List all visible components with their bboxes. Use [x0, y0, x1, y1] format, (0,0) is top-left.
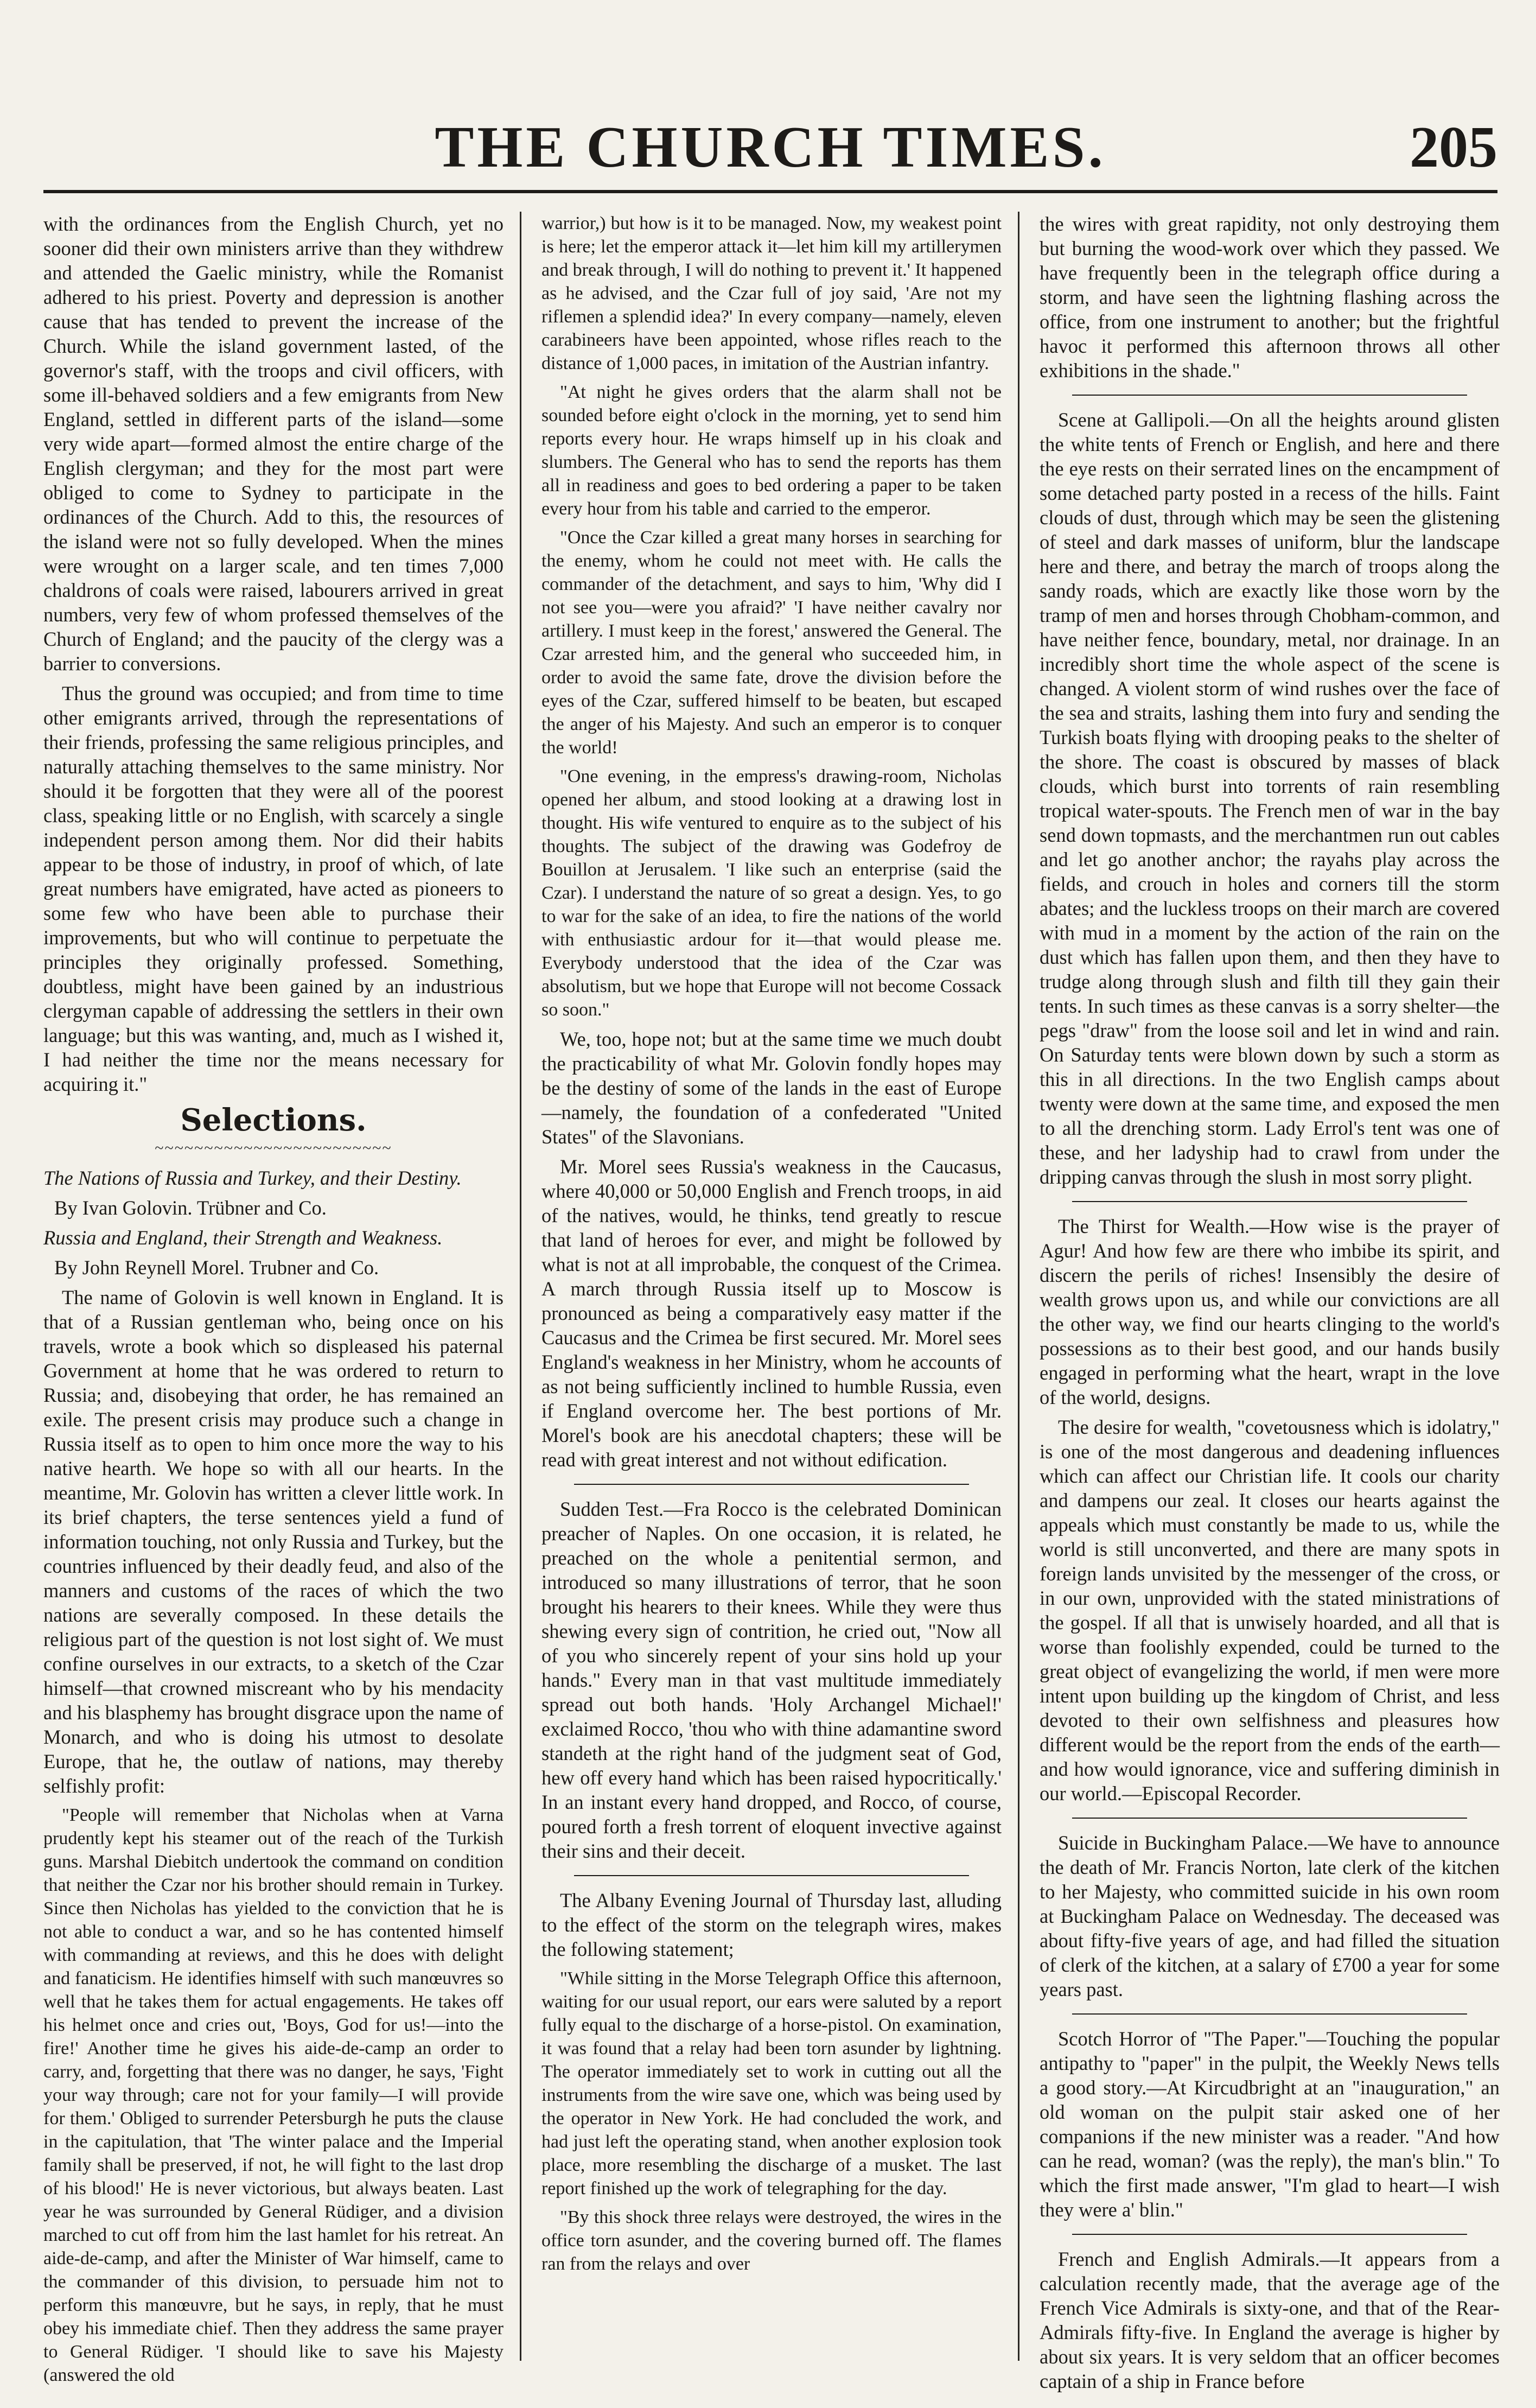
paragraph: We, too, hope not; but at the same time we much doubt the practicability of what Mr. Golovin fondly hopes may be the destiny of some of the lands in the east of Europe—namely, the foundation of a confederated "United States" of the Slavonians.: [541, 1028, 1002, 1148]
column-divider: [520, 212, 521, 2361]
article-scene-at-gallipoli: Scene at Gallipoli.—On all the heights around glisten the white tents of French or English, and here and there the eye rests on their serrated lines on the encampment of some detached party posted in a recess of the hills. Faint clouds of dust, through which may be seen the glistening of steel and dark masses of uniform, blur the landscape here and there, and betray the march of troops along the sandy roads, which are exactly like those worn by the tramp of men and horses through Chobham-common, and have neither fence, boundary, metal, nor drainage. In an incredibly short time the whole aspect of the scene is changed. A violent storm of wind rushes over the face of the sea and straits, lashing them into fury and sending the Turkish boats flying with drooping peaks to the shelter of the shore. The coast is obscured by masses of black clouds, which burst into torrents of rain resembling tropical water-spouts. The French men of war in the bay send down topmasts, and the merchantmen run out cables and let go another anchor; the rayahs play across the fields, and crouch in holes and corners till the storm abates; and the luckless troops on their march are covered with mud in a moment by the action of the rain on the dust which has fallen upon them, and then they have to trudge along through slush and filth till they gain their tents. In such times as these canvas is a sorry shelter—the pegs "draw" from the loose soil and let in wind and rain. On Saturday tents were blown down by such a storm as this in all directions. In the two English camps about twenty were down at the same time, and exposed the men to all the drenching storm. Lady Errol's tent was one of these, and her ladyship had to crawl from under the dripping canvas through the slush in most sorry plight.: [1040, 409, 1500, 1188]
quoted-paragraph: "One evening, in the empress's drawing-room, Nicholas opened her album, and stood looking at a drawing lost in thought. His wife ventured to enquire as to the subject of his thoughts. The subject of the drawing was Godefroy de Bouillon at Jerusalem. 'I like such an enterprise (said the Czar). I understand the nature of so great a design. Yes, to go to war for the sake of an idea, to fire the nations of the world with enthusiastic ardour for it—that would please me. Everybody understood that the idea of the Czar was absolutism, but we hope that Europe will not become Cossack so soon.": [541, 766, 1002, 1020]
quoted-paragraph: "By this shock three relays were destroyed, the wires in the office torn asunder, and the covering burned off. The flames ran from the relays and over: [541, 2207, 1002, 2274]
column-divider: [1018, 212, 1019, 2361]
paragraph: Thus the ground was occupied; and from time to time other emigrants arrived, through the representations of their friends, professing the same religious principles, and naturally attaching themselves to the same ministry. Nor should it be forgotten that they were all of the poorest class, speaking little or no English, with scarcely a single independent person among them. Nor did their habits appear to be those of industry, in proof of which, of late great numbers have emigrated, have acted as pioneers to some few who have been able to purchase their improvements, but who will continue to perpetuate the principles they originally professed. Something, doubtless, might have been gained by an industrious clergyman capable of addressing the settlers in their own language; but this was wanting, and, much as I wished it, I had neither the time nor the means necessary for acquiring it.": [43, 682, 503, 1095]
section-heading: Selections.: [180, 1102, 367, 1138]
book-title: Russia and England, their Strength and Weakness.: [43, 1227, 443, 1249]
article-separator: [1072, 2013, 1467, 2015]
article-admirals: French and English Admirals.—It appears from a calculation recently made, that the average age of the French Vice Admirals is sixty-one, and that of the Rear-Admirals fifty-five. In England the average is higher by about six years. It is very seldom that an officer becomes captain of a ship in France before: [1040, 2248, 1500, 2392]
paragraph: The Albany Evening Journal of Thursday last, alluding to the effect of the storm on the telegraph wires, makes the following statement;: [541, 1889, 1002, 1960]
article-thirst-for-wealth: The Thirst for Wealth.—How wise is the prayer of Agur! And how few are there who imbibe its spirit, and discern the perils of riches! Insensibly the desire of wealth grows upon us, and while our convictions are all the other way, we find our hearts clinging to the world's possessions as to their best good, and our hands busily engaged in performing what the heart, wrapt in the love of the world, designs.: [1040, 1215, 1500, 1408]
column-2: [541, 212, 1002, 2372]
book-author: By Ivan Golovin. Trübner and Co.: [54, 1197, 327, 1219]
quoted-paragraph: "At night he gives orders that the alarm shall not be sounded before eight o'clock in the morning, yet to send him reports every hour. He wraps himself up in his cloak and slumbers. The General who has to send the reports has them all in readiness and goes to bed ordering a paper to be taken every hour from his table and carried to the emperor.: [541, 382, 1002, 519]
article-separator: [574, 1875, 969, 1876]
column-1: [43, 212, 503, 2385]
paragraph: The desire for wealth, "covetousness which is idolatry," is one of the most dangerous and deadening influences which can affect our Christian life. It cools our charity and dampens our zeal. It closes our hearts against the appeals which must constantly be made to us, while the world is still unconverted, and there are many spots in foreign lands unvisited by the messenger of the cross, or in our own, unprovided with the stated ministrations of the gospel. If all that is unwisely hoarded, and all that is worse than foolishly expended, could be turned to the great object of evangelizing the world, if men were more intent upon building up the kingdom of Christ, and less devoted to their own selfishness and pleasures how different would be the report from the ends of the earth—and how would ignorance, vice and suffering diminish in our world.—Episcopal Recorder.: [1040, 1416, 1500, 1805]
article-separator: [1072, 1818, 1467, 1819]
article-suicide-buckingham-palace: Suicide in Buckingham Palace.—We have to announce the death of Mr. Francis Norton, late clerk of the kitchen to her Majesty, who committed suicide in his own room at Buckingham Palace on Wednesday. The deceased was about fifty-five years of age, and had filled the situation of clerk of the kitchen, at a salary of £700 a year for some years past.: [1040, 1832, 1500, 2000]
article-separator: [574, 1484, 969, 1485]
paragraph: The name of Golovin is well known in England. It is that of a Russian gentleman who, being once on his travels, wrote a book which so displeased his paternal Government at home that he was ordered to return to Russia; and, disobeying that order, he has remained an exile. The present crisis may produce such a change in Russia itself as to open to him once more the way to his native hearth. We hope so with all our hearts. In the meantime, Mr. Golovin has written a clever little work. In its brief chapters, the terse sentences yield a fund of information touching, not only Russia and Turkey, but the countries influenced by their deadly feud, and also of the manners and customs of the races of which the two nations are severally composed. In these details the religious part of the question is not lost sight of. We must confine ourselves in our extracts, to a sketch of the Czar himself—that crowned miscreant who by his mendacity and his blasphemy has brought disgrace upon the name of Monarch, and who is doing his utmost to desolate Europe, that he, the outlaw of nations, may thereby selfishly profit:: [43, 1286, 503, 1797]
quoted-paragraph: "People will remember that Nicholas when at Varna prudently kept his steamer out of the reach of the Turkish guns. Marshal Diebitch undertook the command on condition that neither the Czar nor his brother should remain in Turkey. Since then Nicholas has yielded to the conviction that he is not able to conduct a war, and so he has contented himself with commanding at reviews, and this he does with delight and fanaticism. He identifies himself with such manœuvres so well that he takes them for actual engagements. He takes off his helmet once and cries out, 'Boys, God for us!—into the fire!' Another time he gives his aide-de-camp an order to carry, and, forgetting that there was no danger, he says, 'Fight your way through; care not for your family—I will provide for them.' Obliged to surrender Petersburgh he puts the clause in the capitulation, that 'The winter palace and the Imperial family shall be preserved, if not, he will fight to the last drop of his blood!' He is never victorious, but always beaten. Last year he was surrounded by General Rüdiger, and a division marched to cut off from him the last hamlet for his retreat. An aide-de-camp, and after the Minister of War himself, came to the commander of this division, to persuade him not to perform this manœuvre, but he says, in reply, that he must obey his immediate chief. Then they address the same prayer to General Rüdiger. 'I should like to save his Majesty (answered the old: [43, 1805, 503, 2385]
paragraph: Mr. Morel sees Russia's weakness in the Caucasus, where 40,000 or 50,000 English and French troops, in aid of the natives, would, he thinks, tend greatly to rescue that land of heroes for ever, and might be followed by what is not at all improbable, the conquest of the Crimea. A march through Russia itself up to Moscow is pronounced as being a comparatively easy matter if the Caucasus and the Crimea be first secured. Mr. Morel sees England's weakness in her Ministry, whom he accounts of as not being sufficiently inclined to humble Russia, even if England overcome her. The best portions of Mr. Morel's book are his anecdotal chapters; these will be read with great interest and not without edification.: [541, 1155, 1002, 1471]
article-scotch-horror: Scotch Horror of "The Paper."—Touching the popular antipathy to "paper" in the pulpit, the Weekly News tells a good story.—At Kircudbright at an "inauguration," an old woman on the pulpit stair asked one of her companions if the new minister was a reader. "And how can he read, woman? (was the reply), the man's blin." To which the first made answer, "I'm glad to heart—I wish they were a' blin.": [1040, 2028, 1500, 2221]
article-separator: [1072, 1201, 1467, 1202]
page-number: 205: [1410, 115, 1497, 180]
newspaper-title: THE CHURCH TIMES.: [435, 115, 1106, 180]
newspaper-page: [43, 33, 1500, 2392]
book-title: The Nations of Russia and Turkey, and their Destiny.: [43, 1167, 462, 1189]
article-sudden-test: Sudden Test.—Fra Rocco is the celebrated Dominican preacher of Naples. On one occasion, it is related, he preached on the whole a penitential sermon, and introduced so many illustrations of terror, that he soon brought his hearers to their knees. While they were thus shewing every sign of contrition, he cried out, "Now all of you who sincerely repent of your sins hold up your hands." Every man in that vast multitude immediately spread out both hands. 'Holy Archangel Michael!' exclaimed Rocco, 'thou who with thine adamantine sword standeth at the right hand of the judgment seat of God, hew off every hand which has been raised hypocritically.' In an instant every hand dropped, and Rocco, of course, poured forth a fresh torrent of eloquent invective against their sins and their deceit.: [541, 1498, 1002, 1862]
masthead-rule: [43, 190, 1497, 193]
paragraph: the wires with great rapidity, not only destroying them but burning the wood-work over which they passed. We have frequently been in the telegraph office during a storm, and have seen the lightning flashing across the office, from one instrument to another; but the frightful havoc it performed this afternoon throws all other exhibitions in the shade.": [1040, 213, 1500, 382]
masthead: [43, 114, 1497, 195]
book-author: By John Reynell Morel. Trubner and Co.: [54, 1256, 379, 1279]
article-separator: [1072, 2234, 1467, 2235]
ornamental-rule: ~~~~~~~~~~~~~~~~~~~~~~~~: [155, 1139, 392, 1157]
paragraph: with the ordinances from the English Church, yet no sooner did their own ministers arrive than they withdrew and attended the Gaelic ministry, while the Romanist adhered to his priest. Poverty and depression is another cause that has tended to prevent the increase of the Church. While the island government lasted, of the governor's staff, with the troops and civil officers, with some ill-behaved soldiers and a few emigrants from New England, settled in different parts of the island—some very wide apart—formed almost the entire charge of the English clergyman; and they for the most part were obliged to come to Sydney to participate in the ordinances of the Church. Add to this, the resources of the island were not so fully developed. When the mines were wrought on a larger scale, and ten times 7,000 chaldrons of coals were raised, labourers arrived in great numbers, very few of whom professed themselves of the Church of England; and the paucity of the clergy was a barrier to conversions.: [43, 213, 503, 675]
quoted-paragraph: "While sitting in the Morse Telegraph Office this afternoon, waiting for our usual report, our ears were saluted by a report fully equal to the discharge of a horse-pistol. On examination, it was found that a relay had been torn asunder by lightning. The operator immediately set to work in cutting out all the instruments from the wire save one, which was being used by the operator in New York. He had concluded the work, and had just left the operating stand, when another explosion took place, more resembling the discharge of a musket. The last report finished up the work of telegraphing for the day.: [541, 1968, 1002, 2199]
quoted-paragraph: "Once the Czar killed a great many horses in searching for the enemy, whom he could not meet with. He calls the commander of the detachment, and says to him, 'Why did I not see you—were you afraid?' 'I have neither cavalry nor artillery. I must keep in the forest,' answered the General. The Czar arrested him, and the general who succeeded him, in order to avoid the same fate, drove the division before the eyes of the Czar, suffered himself to be beaten, but escaped the anger of his Majesty. And such an emperor is to conquer the world!: [541, 528, 1002, 758]
quoted-paragraph: warrior,) but how is it to be managed. Now, my weakest point is here; let the emperor attack it—let him kill my artillerymen and break through, I will do nothing to prevent it.' It happened as he advised, and the Czar full of joy said, 'Are not my riflemen a splendid idea?' In every company—namely, eleven carabineers have been appointed, whose rifles reach to the distance of 1,000 paces, in imitation of the Austrian infantry.: [541, 213, 1002, 373]
column-3: [1040, 212, 1500, 2392]
article-separator: [1072, 395, 1467, 396]
